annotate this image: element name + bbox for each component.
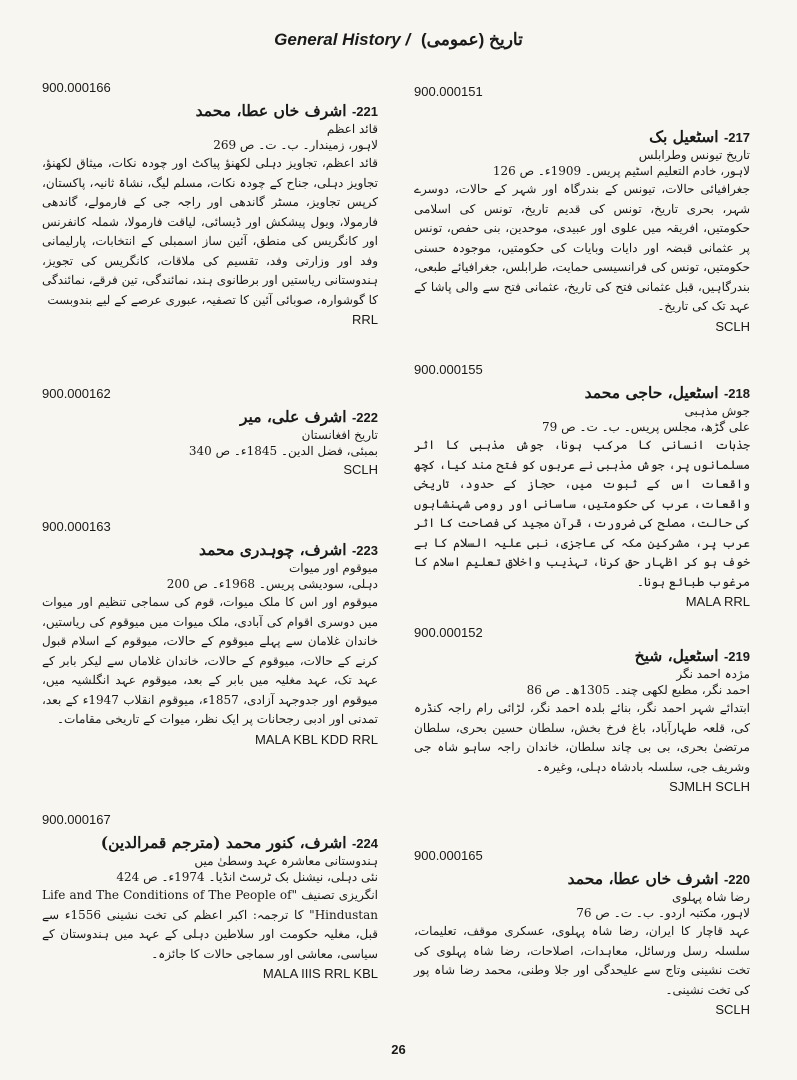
library-codes: MALA RRL [685, 594, 750, 609]
entry-author: اسٹعیل، شیخ [634, 646, 719, 665]
catalog-entry [42, 519, 378, 747]
entry-publication: احمد نگر، مطبع لکھی چند۔ 1305ھ۔ ص 86 [526, 683, 750, 697]
accession-number: 900.000155 [414, 362, 483, 377]
library-codes: SCLH [715, 1002, 750, 1017]
entry-publication: نئی دہلی، نیشنل بک ٹرسٹ انڈیا۔ 1974ء۔ ص 424 [116, 870, 378, 884]
entry-publication: بمبئی، فضل الدین۔ 1845ء۔ ص 340 [188, 444, 378, 458]
entry-title: قائد اعظم [326, 122, 378, 136]
catalog-entry [42, 80, 378, 327]
header-urdu: تاریخ (عمومی) [420, 30, 523, 49]
library-codes: SCLH [715, 318, 750, 334]
entry-title: تاریخ تیونس وطرابلس [638, 148, 750, 162]
entry-number: 218- [723, 386, 750, 401]
entry-title: تاریخ افغانستان [301, 428, 378, 442]
accession-number: 900.000152 [414, 625, 483, 640]
entry-description: ابتدائے شہر احمد نگر، بنائے بلدہ احمد نگر، لڑائی رام راجہ کنڈرہ کی، قلعہ طہارآباد، باغ فرخ بخش، سلطان حسین بحری، سلطان مرتضیٰ بحری، بی بی چاند سلطان، خاندان راجہ ساہو شاہ جی وشریف جی، سلسلہ بادشاہ دہلی، وغیرہ۔ [414, 701, 750, 774]
accession-number: 900.000167 [42, 812, 111, 827]
accession-number: 900.000162 [42, 386, 111, 401]
entry-author: اسٹعیل، حاجی محمد [584, 383, 719, 402]
entry-author: اشرف، چوہدری محمد [199, 540, 347, 559]
entry-author: اشرف خاں عطا، محمد [195, 101, 347, 120]
accession-number: 900.000151 [414, 84, 483, 99]
entry-title: ہندوستانی معاشرہ عہد وسطیٰ میں [194, 854, 378, 868]
entry-number: 223- [351, 543, 378, 558]
entry-number: 221- [351, 104, 378, 119]
entry-author: اشرف خاں عطا، محمد [567, 869, 719, 888]
page-header [0, 30, 797, 50]
entry-description: عہد قاچار کا ایران، رضا شاہ پہلوی، عسکری موقف، تعلیمات، سلسلہ رسل ورسائل، معاہدات، اصلاحات، رضا شاہ پہلوی کی تخت نشینی وتاج سے علیحدگی اور جلا وطنی، محمد رضا شاہ پور کی تخت نشینی۔ [414, 924, 750, 997]
entry-description: قائد اعظم، تجاویز دہلی لکھنؤ پیاکٹ اور چودہ نکات، میثاق لکھنؤ، تجاویز دہلی، جناح کے چودہ نکات، مسلم لیگ، نشاۃ ثانیہ، پاکستان، کرپس تجاویز، مسٹر گاندھی اور راجہ جی کے فارمولے، گاندھی فارمولا، ویول پیشکش اور ڈیسائی، لیاقت فارمولا، شملہ کانفرنس اور کانگریس کی منطق، آئین ساز اسمبلی کے انتخابات، پارلیمانی وفد اور وزارتی وفد، تقسیم کی ملاقات، کانگریس کی تجویز، ہندوستانی ریاستیں اور برطانوی ہند، نمائندگی، تین فرقے، نمائندگی کا گوشوارہ، صوبائی آئین کا تصفیہ، عبوری عرصے کے لیے بندوبست [42, 156, 378, 307]
library-codes: SCLH [343, 462, 378, 477]
entry-number: 219- [723, 649, 750, 664]
catalog-entry [414, 848, 750, 1017]
entry-number: 217- [723, 130, 750, 145]
entry-number: 224- [351, 836, 378, 851]
accession-number: 900.000165 [414, 848, 483, 863]
entry-description: میوقوم اور اس کا ملک میوات، قوم کی سماجی تنظیم اور میوات میں دوسری اقوام کی آبادی، ملک میوات میں میوقوم کی ریاستیں، خاندان غلامان سے پہلے میوقوم کے حالات، میوقوم کے اسلام قبول کرنے کے حالات، میوقوم کے حالات، خاندان غلاماں سے لیکر بابر کے عہد تک، عہد مغلیہ میں بابر کے بعد، میوقوم عہد انگلشیہ میں، میوقوم اور جدوجہد آزادی، 1857ء، میوقوم انقلاب 1947ء کے بعد، تمدنی اور ادبی رجحانات پر ایک نظر، میوات کے تاریخی مقامات۔ [42, 595, 378, 726]
page-number: 26 [391, 1042, 406, 1057]
entry-title: مژدہ احمد نگر [676, 667, 750, 681]
accession-number: 900.000163 [42, 519, 111, 534]
catalog-entry [414, 84, 750, 334]
entry-publication: علی گڑھ، مجلس پریس۔ ب۔ ت۔ ص 79 [542, 420, 750, 434]
catalog-entry [42, 386, 378, 477]
library-codes: SJMLH SCLH [669, 779, 750, 794]
library-codes: MALA KBL KDD RRL [254, 731, 378, 747]
entry-description: جذبات انسانی کا مرکب ہونا، جوش مذہبی کا اثر مسلمانوں پر، جوش مذہبی نے عربوں کو فتح مند کیا، کچھ واقعات اس کے ثبوت میں، حجاز کے حدود، تاریخی واقعات، عرب کی حکومتیں، ساسانی اور رومی شہنشاہوں کی حالت، مصلح کی ضرورت، قرآن مجید کی فصاحت کا اثر عرب پر، مشرکین مکہ کی عاجزی، نبی علیہ السلام کا بے خوف ہو کر اظہار حق کرنا، تہذیب واخلاق تعلیم اسلام کا مرغوب طبائع ہونا۔ [414, 438, 750, 589]
entry-description: انگریزی تصنیف "Life and The Conditions of The People of Hindustan" کا ترجمہ: اکبر اعظم کی تخت نشینی 1556ء سے قبل، مغلیہ حکومت اور سلاطین دہلی کے عہد میں ہندوستان کے سیاسی، معاشی اور سماجی حالات کا جائزہ۔ [42, 888, 378, 961]
entry-description: جغرافیائی حالات، تیونس کے بندرگاہ اور شہر کے حالات، دوسرے شہر، بحری تاریخ، تونس کی قدیم تاریخ، تونس کی اسلامی حکومتیں، افریقہ میں علوی اور عبیدی، موحدین، بنی حفص، تونس پر عثمانی قبضہ اور دایات وبایات کی حکومتیں، موجودہ حسنی حکومتیں، تونس کی فرانسیسی حمایت، طرابلس، جغرافیائے طبعی، بندرگاہیں، قبل عثمانی فتح کی تاریخ، عثمانی فتح سے والی پاشا کے عہد تک کی تاریخ۔ [414, 182, 750, 313]
accession-number: 900.000166 [42, 80, 111, 95]
entry-publication: لاہور، خادم التعلیم اسٹیم پریس۔ 1909ء۔ ص 126 [492, 164, 750, 178]
entry-author: اشرف علی، میر [240, 407, 347, 426]
entry-author: اسٹعیل بک [649, 127, 719, 146]
entry-publication: دہلی، سودیشی پریس۔ 1968ء۔ ص 200 [166, 577, 378, 591]
entry-title: جوش مذہبی [684, 404, 750, 418]
entry-title: میوقوم اور میوات [288, 561, 378, 575]
catalog-entry [414, 362, 750, 609]
entry-publication: لاہور، زمیندار۔ ب۔ ت۔ ص 269 [213, 138, 378, 152]
entry-number: 220- [723, 872, 750, 887]
entry-number: 222- [351, 410, 378, 425]
entry-title: رضا شاہ پہلوی [672, 890, 750, 904]
library-codes: RRL [351, 312, 378, 327]
catalog-entry [414, 625, 750, 794]
library-codes: MALA IIIS RRL KBL [262, 966, 378, 981]
header-english: General History / [274, 30, 411, 49]
catalog-entry [42, 812, 378, 981]
entry-author: اشرف، کنور محمد (مترجم قمرالدین) [100, 833, 347, 852]
entry-publication: لاہور، مکتبہ اردو۔ ب۔ ت۔ ص 76 [576, 906, 750, 920]
